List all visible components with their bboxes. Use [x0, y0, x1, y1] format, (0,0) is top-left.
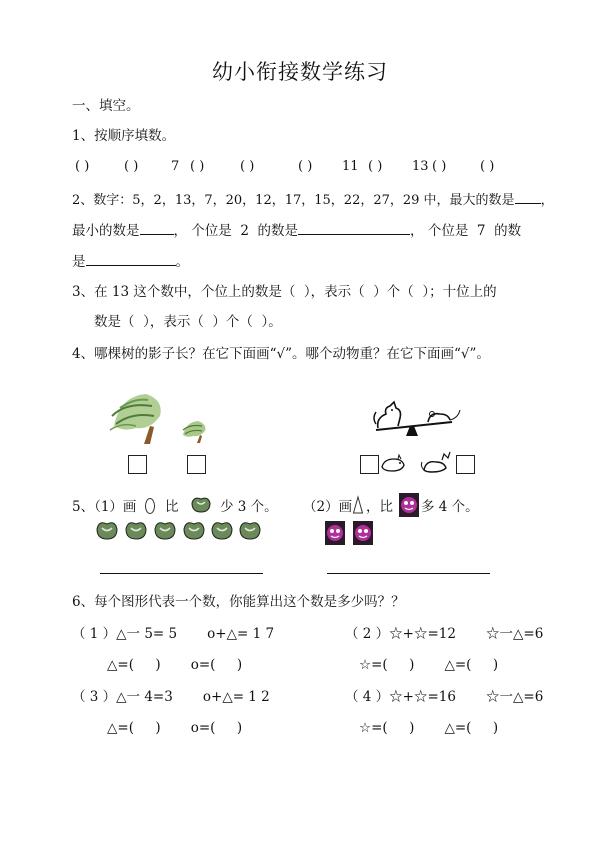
- triangle-icon: [352, 495, 364, 515]
- seq-item-11: ( ): [480, 159, 495, 174]
- q2-line-1-text: 2、数字：5，2，13，7，20，12，17，15，22，27，29 中，最大的数是: [72, 193, 515, 208]
- q6-part-1-answer[interactable]: △=( ) o=( ): [107, 657, 243, 673]
- q1-label: 1、按顺序填数。: [72, 128, 176, 144]
- q5-part-1-b: 比: [165, 499, 179, 515]
- apple-icon: [190, 494, 212, 514]
- seq-item-6: ( ): [298, 159, 313, 174]
- seq-item-3: 7: [171, 159, 180, 174]
- seq-item-5: ( ): [240, 159, 255, 174]
- q6-part-3-answer[interactable]: △=( ) o=( ): [107, 720, 243, 736]
- q2-line-3: [72, 253, 189, 270]
- seq-item-10: ( ): [432, 159, 447, 174]
- q5-answer-line-1[interactable]: [100, 573, 263, 574]
- purple-creature-icon: [325, 521, 345, 545]
- q6-part-2-equation: （ 2 ）☆+☆=12 ☆一△=6: [345, 626, 544, 642]
- checkbox-small-tree[interactable]: [187, 455, 206, 474]
- q6-part-4-answer[interactable]: ☆=( ) △=( ): [359, 720, 499, 736]
- q5-answer-line-2[interactable]: [327, 573, 490, 574]
- seq-item-9: 13: [412, 159, 429, 174]
- q2-line-3-b: 。: [175, 254, 189, 270]
- tree-icon: [180, 418, 208, 444]
- seq-item-2: ( ): [124, 159, 139, 174]
- q2-line-2-a: 最小的数是: [72, 223, 140, 239]
- cat-icon: [380, 453, 406, 473]
- apple-icon: [238, 519, 262, 541]
- q6-part-1-equation: （ 1 ）△一 5= 5 o+△= 1 7: [72, 626, 275, 642]
- q6-part-3-equation: （ 3 ）△一 4=3 o+△= 1 2: [72, 689, 270, 705]
- answer-blank-min[interactable]: [140, 222, 174, 235]
- checkbox-cat[interactable]: [360, 455, 379, 474]
- q6-part-2-answer[interactable]: ☆=( ) △=( ): [359, 657, 499, 673]
- q6-part-4-equation: （ 4 ）☆+☆=16 ☆一△=6: [345, 689, 544, 705]
- q2-line-2-c: ， 个位是 7 的数: [410, 223, 522, 239]
- apple-icon: [153, 519, 177, 541]
- q5-part-2-a: （2）画: [303, 499, 353, 515]
- purple-creature-icon: [399, 493, 419, 517]
- q5-part-1-a: 5、（1）画: [72, 499, 137, 515]
- checkbox-big-tree[interactable]: [128, 455, 147, 474]
- apple-icon: [210, 519, 234, 541]
- checkbox-mouse[interactable]: [456, 455, 475, 474]
- q2-line-1-end: ，: [540, 193, 554, 208]
- q5-part-2-b: ，比: [366, 499, 393, 515]
- q2-line-1: [72, 191, 554, 207]
- q5-part-2-c: 多 4 个。: [421, 499, 479, 515]
- seq-item-8: ( ): [368, 159, 383, 174]
- q5-part-1-c: 少 3 个。: [220, 499, 278, 515]
- q6-label: 6、每个图形代表一个数，你能算出这个数是多少吗？？: [72, 594, 405, 610]
- apple-icon: [124, 519, 148, 541]
- seq-item-4: ( ): [190, 159, 205, 174]
- purple-creature-icon: [353, 521, 373, 545]
- seq-item-7: 11: [342, 159, 359, 174]
- tree-icon: [106, 386, 168, 446]
- q3-line-1: 3、在 13 这个数中，个位上的数是（ ），表示（ ）个（ ）；十位上的: [72, 284, 497, 300]
- q2-line-3-a: 是: [72, 254, 86, 270]
- oval-icon: [144, 497, 156, 515]
- apple-icon: [182, 519, 206, 541]
- apple-icon: [95, 519, 119, 541]
- q2-line-2-b: ， 个位是 2 的数是: [173, 223, 299, 239]
- answer-blank-ones-7[interactable]: [86, 253, 176, 266]
- section-1-heading: 一、填空。: [72, 98, 140, 114]
- q3-line-2: 数是（ ），表示（ ）个（ ）。: [94, 314, 282, 330]
- mouse-icon: [420, 448, 454, 474]
- page-title: 幼小衔接数学练习: [212, 60, 388, 84]
- answer-blank-ones-2[interactable]: [298, 222, 410, 235]
- q2-line-2: [72, 222, 521, 239]
- seesaw-illustration: [372, 400, 462, 442]
- q4-text: 4、哪棵树的影子长？在它下面画“√”。哪个动物重？在它下面画“√”。: [72, 346, 490, 362]
- seq-item-1: ( ): [75, 159, 90, 174]
- answer-blank-max[interactable]: [515, 191, 541, 204]
